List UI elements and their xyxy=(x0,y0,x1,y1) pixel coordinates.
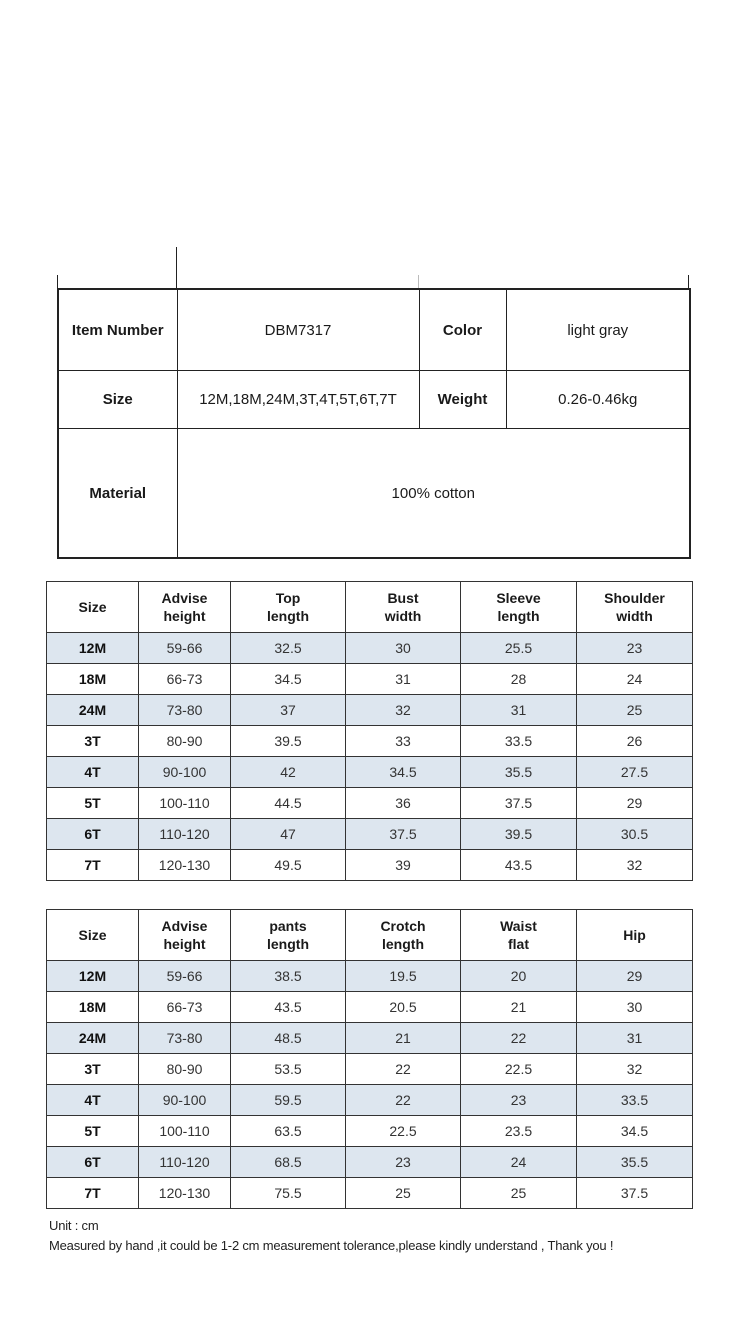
column-header-text: height xyxy=(163,608,206,624)
table-row xyxy=(47,1023,693,1054)
measurement-cell: 32 xyxy=(577,1054,693,1085)
size-cell: 5T xyxy=(47,1116,139,1147)
column-header-text: pants xyxy=(269,918,307,934)
column-header-text: Advise xyxy=(161,590,208,606)
column-header-text: width xyxy=(616,608,653,624)
size-cell: 7T xyxy=(47,1178,139,1209)
measurement-cell: 73-80 xyxy=(139,1023,231,1054)
measurement-cell: 49.5 xyxy=(231,850,346,881)
measurement-cell: 59.5 xyxy=(231,1085,346,1116)
measurement-cell: 24 xyxy=(461,1147,577,1178)
column-header-text: Crotch xyxy=(380,918,426,934)
measurement-cell: 23 xyxy=(577,633,693,664)
measurement-cell: 31 xyxy=(461,695,577,726)
measurement-cell: 120-130 xyxy=(139,1178,231,1209)
table-row xyxy=(47,992,693,1023)
column-header xyxy=(461,910,577,961)
measurement-cell: 22.5 xyxy=(346,1116,461,1147)
measurement-cell: 19.5 xyxy=(346,961,461,992)
measurement-cell: 75.5 xyxy=(231,1178,346,1209)
measurement-cell: 43.5 xyxy=(231,992,346,1023)
column-header xyxy=(139,582,231,633)
measurement-cell: 30.5 xyxy=(577,819,693,850)
measurement-cell: 28 xyxy=(461,664,577,695)
column-header-text: Hip xyxy=(623,927,646,943)
color-label: Color xyxy=(419,289,506,371)
weight-value: 0.26-0.46kg xyxy=(506,371,690,429)
size-cell: 18M xyxy=(47,992,139,1023)
product-info xyxy=(57,247,689,559)
table-row xyxy=(47,633,693,664)
measurement-cell: 39 xyxy=(346,850,461,881)
measurement-cell: 39.5 xyxy=(231,726,346,757)
measurement-cell: 90-100 xyxy=(139,1085,231,1116)
measurement-cell: 37 xyxy=(231,695,346,726)
measurement-cell: 31 xyxy=(346,664,461,695)
measurement-cell: 110-120 xyxy=(139,819,231,850)
measurement-cell: 25 xyxy=(346,1178,461,1209)
column-header-text: length xyxy=(267,608,309,624)
size-cell: 6T xyxy=(47,1147,139,1178)
column-header xyxy=(461,582,577,633)
column-header-text: Waist xyxy=(500,918,537,934)
product-info-table xyxy=(57,288,691,559)
measurement-cell: 44.5 xyxy=(231,788,346,819)
size-cell: 24M xyxy=(47,695,139,726)
column-header xyxy=(346,910,461,961)
column-header-text: length xyxy=(497,608,540,624)
measurement-cell: 59-66 xyxy=(139,961,231,992)
table-row xyxy=(47,695,693,726)
measurement-cell: 59-66 xyxy=(139,633,231,664)
chart-header-row xyxy=(47,910,693,961)
size-cell: 6T xyxy=(47,819,139,850)
measurement-cell: 32 xyxy=(346,695,461,726)
info-row xyxy=(58,429,690,559)
measurement-cell: 32.5 xyxy=(231,633,346,664)
measurement-cell: 66-73 xyxy=(139,664,231,695)
column-header xyxy=(577,910,693,961)
column-header-text: height xyxy=(163,936,206,952)
info-row xyxy=(58,289,690,371)
column-header-text: Advise xyxy=(161,918,208,934)
measurement-cell: 47 xyxy=(231,819,346,850)
measurement-cell: 34.5 xyxy=(346,757,461,788)
chart-header-row xyxy=(47,582,693,633)
size-cell: 4T xyxy=(47,1085,139,1116)
size-cell: 12M xyxy=(47,961,139,992)
measurement-cell: 53.5 xyxy=(231,1054,346,1085)
measurement-cell: 25 xyxy=(461,1178,577,1209)
measurement-cell: 25 xyxy=(577,695,693,726)
measurement-cell: 29 xyxy=(577,961,693,992)
info-row xyxy=(58,371,690,429)
measurement-cell: 22 xyxy=(461,1023,577,1054)
table-row xyxy=(47,1054,693,1085)
column-header xyxy=(47,582,139,633)
column-header xyxy=(346,582,461,633)
measurement-cell: 24 xyxy=(577,664,693,695)
table-row xyxy=(47,819,693,850)
column-header-text: Size xyxy=(78,927,107,943)
column-header xyxy=(47,910,139,961)
size-cell: 4T xyxy=(47,757,139,788)
measurement-cell: 63.5 xyxy=(231,1116,346,1147)
measurement-cell: 22 xyxy=(346,1054,461,1085)
column-header-text: Sleeve xyxy=(496,590,541,606)
table-row xyxy=(47,961,693,992)
measurement-cell: 30 xyxy=(577,992,693,1023)
unit-note: Unit : cm xyxy=(49,1218,99,1233)
measurement-cell: 26 xyxy=(577,726,693,757)
table-row xyxy=(47,1116,693,1147)
measurement-cell: 80-90 xyxy=(139,726,231,757)
table-row xyxy=(47,788,693,819)
measurement-cell: 22 xyxy=(346,1085,461,1116)
size-label: Size xyxy=(58,371,177,429)
size-cell: 3T xyxy=(47,726,139,757)
measurement-cell: 80-90 xyxy=(139,1054,231,1085)
table-row xyxy=(47,757,693,788)
table-row xyxy=(47,1085,693,1116)
column-header-text: length xyxy=(382,936,424,952)
material-label: Material xyxy=(58,429,177,559)
column-header xyxy=(231,582,346,633)
measurement-cell: 27.5 xyxy=(577,757,693,788)
measurement-cell: 68.5 xyxy=(231,1147,346,1178)
column-header xyxy=(577,582,693,633)
measurement-cell: 33.5 xyxy=(461,726,577,757)
measurement-cell: 30 xyxy=(346,633,461,664)
item-number-label: Item Number xyxy=(58,289,177,371)
measurement-cell: 25.5 xyxy=(461,633,577,664)
measurement-cell: 120-130 xyxy=(139,850,231,881)
column-header-text: length xyxy=(267,936,309,952)
measurement-cell: 35.5 xyxy=(461,757,577,788)
size-cell: 7T xyxy=(47,850,139,881)
size-cell: 12M xyxy=(47,633,139,664)
size-value: 12M,18M,24M,3T,4T,5T,6T,7T xyxy=(177,371,419,429)
item-number-value: DBM7317 xyxy=(177,289,419,371)
column-header xyxy=(231,910,346,961)
material-value: 100% cotton xyxy=(177,429,690,559)
measurement-cell: 31 xyxy=(577,1023,693,1054)
measurement-cell: 66-73 xyxy=(139,992,231,1023)
measurement-cell: 36 xyxy=(346,788,461,819)
size-cell: 18M xyxy=(47,664,139,695)
measurement-cell: 21 xyxy=(346,1023,461,1054)
measurement-cell: 20 xyxy=(461,961,577,992)
top-size-chart xyxy=(46,581,693,881)
measurement-cell: 23.5 xyxy=(461,1116,577,1147)
measurement-cell: 42 xyxy=(231,757,346,788)
measurement-cell: 48.5 xyxy=(231,1023,346,1054)
measurement-cell: 39.5 xyxy=(461,819,577,850)
measurement-cell: 100-110 xyxy=(139,1116,231,1147)
measurement-cell: 21 xyxy=(461,992,577,1023)
measurement-cell: 35.5 xyxy=(577,1147,693,1178)
size-cell: 5T xyxy=(47,788,139,819)
measurement-cell: 37.5 xyxy=(577,1178,693,1209)
pants-size-chart xyxy=(46,909,693,1209)
measurement-cell: 38.5 xyxy=(231,961,346,992)
measurement-cell: 37.5 xyxy=(346,819,461,850)
measurement-cell: 33.5 xyxy=(577,1085,693,1116)
measurement-cell: 23 xyxy=(346,1147,461,1178)
measurement-cell: 43.5 xyxy=(461,850,577,881)
measurement-cell: 32 xyxy=(577,850,693,881)
table-row xyxy=(47,1147,693,1178)
table-row xyxy=(47,664,693,695)
measurement-cell: 90-100 xyxy=(139,757,231,788)
table-row xyxy=(47,1178,693,1209)
column-header-text: Bust xyxy=(387,590,419,606)
size-cell: 24M xyxy=(47,1023,139,1054)
measurement-cell: 33 xyxy=(346,726,461,757)
column-header-text: Shoulder xyxy=(604,590,665,606)
size-cell: 3T xyxy=(47,1054,139,1085)
table-row xyxy=(47,726,693,757)
column-header-text: flat xyxy=(508,936,529,952)
column-header-text: width xyxy=(384,608,422,624)
measurement-cell: 34.5 xyxy=(231,664,346,695)
tolerance-note: Measured by hand ,it could be 1-2 cm measurement tolerance,please kindly understand , Thank you ! xyxy=(49,1238,614,1253)
table-row xyxy=(47,850,693,881)
measurement-cell: 20.5 xyxy=(346,992,461,1023)
color-value: light gray xyxy=(506,289,690,371)
column-header-text: Top xyxy=(275,590,301,606)
column-header xyxy=(139,910,231,961)
measurement-cell: 34.5 xyxy=(577,1116,693,1147)
measurement-cell: 29 xyxy=(577,788,693,819)
weight-label: Weight xyxy=(419,371,506,429)
measurement-cell: 22.5 xyxy=(461,1054,577,1085)
table-top-stub xyxy=(57,247,689,288)
measurement-cell: 23 xyxy=(461,1085,577,1116)
column-header-text: Size xyxy=(78,599,107,615)
measurement-cell: 110-120 xyxy=(139,1147,231,1178)
measurement-cell: 73-80 xyxy=(139,695,231,726)
measurement-cell: 100-110 xyxy=(139,788,231,819)
measurement-cell: 37.5 xyxy=(461,788,577,819)
